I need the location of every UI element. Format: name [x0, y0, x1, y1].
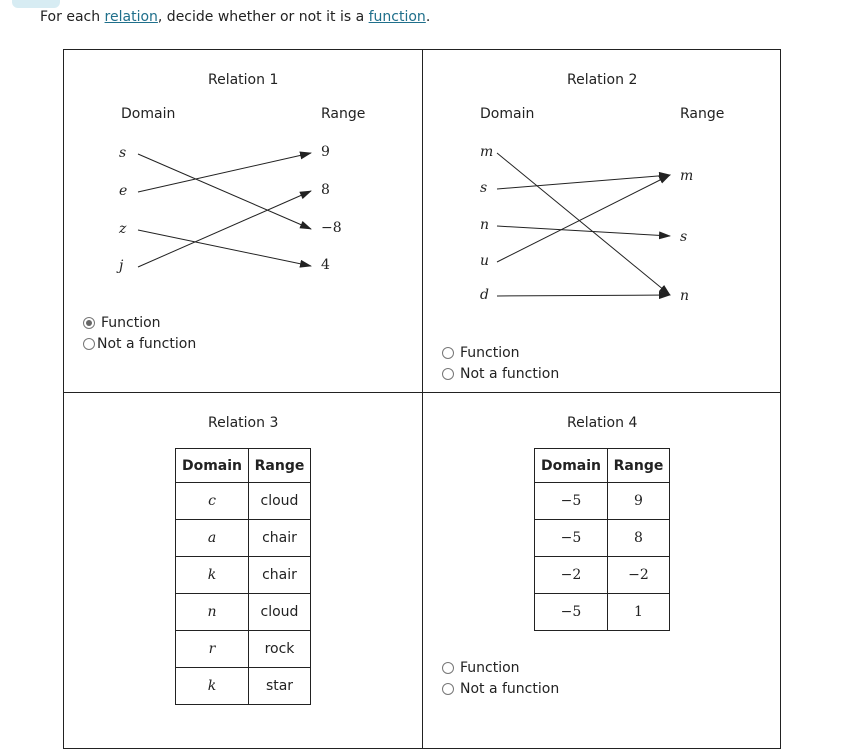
relation4-title: Relation 4	[567, 415, 638, 431]
domain-cell: k	[176, 557, 249, 594]
domain-cell: −5	[535, 483, 608, 520]
relation2-domain-label: Domain	[480, 106, 535, 122]
function-link[interactable]: function	[368, 9, 426, 25]
relation2-range-element: n	[680, 288, 690, 304]
relation1-title: Relation 1	[208, 72, 279, 88]
radio-label: Not a function	[460, 366, 560, 382]
domain-cell: a	[176, 520, 249, 557]
relation1-range-element: 9	[321, 144, 330, 160]
domain-cell: −5	[535, 594, 608, 631]
relation2-title: Relation 2	[567, 72, 638, 88]
relation2-domain-element: n	[480, 217, 490, 233]
relation3-title: Relation 3	[208, 415, 279, 431]
range-cell: rock	[249, 631, 311, 668]
radio-label: Not a function	[97, 336, 197, 352]
range-cell: chair	[249, 557, 311, 594]
relation2-domain-element: u	[480, 253, 490, 269]
relation1-domain-element: z	[119, 221, 127, 237]
radio-label: Function	[460, 660, 520, 676]
domain-cell: n	[176, 594, 249, 631]
relation1-domain-element: e	[119, 183, 128, 199]
relation2-arrow	[497, 226, 670, 236]
relation2-range-element: m	[680, 168, 694, 184]
prompt-text: For each	[40, 9, 105, 25]
table-header-range: Range	[608, 449, 670, 483]
relation2-arrow	[497, 175, 670, 189]
prompt-text: .	[425, 9, 431, 25]
relation1-domain-label: Domain	[121, 106, 176, 122]
relation1-domain-element: s	[119, 145, 127, 161]
range-cell: 8	[608, 520, 670, 557]
relation2-domain-element: d	[480, 287, 489, 303]
range-cell: cloud	[249, 483, 311, 520]
radio-label: Function	[460, 345, 520, 361]
relation2-range-element: s	[680, 229, 688, 245]
range-cell: 1	[608, 594, 670, 631]
relation2-arrow	[497, 175, 670, 262]
table-header-domain: Domain	[535, 449, 608, 483]
relation1-domain-element: j	[119, 258, 124, 274]
prompt-text: , decide whether or not it is a	[157, 9, 369, 25]
radio-label: Not a function	[460, 681, 560, 697]
range-cell: −2	[608, 557, 670, 594]
relation-link[interactable]: relation	[104, 9, 158, 25]
domain-cell: r	[176, 631, 249, 668]
relation2-domain-element: s	[480, 180, 488, 196]
relation2-arrow	[497, 153, 670, 295]
relation1-range-element: 8	[321, 182, 330, 198]
relation2-range-label: Range	[680, 106, 725, 122]
radio-label: Function	[101, 315, 161, 331]
domain-cell: −5	[535, 520, 608, 557]
domain-cell: −2	[535, 557, 608, 594]
domain-cell: c	[176, 483, 249, 520]
relation2-domain-element: m	[480, 144, 494, 160]
relation1-range-element: 4	[321, 257, 330, 273]
relation1-range-element: −8	[321, 220, 342, 236]
domain-cell: k	[176, 668, 249, 705]
table-header-range: Range	[249, 449, 311, 483]
range-cell: chair	[249, 520, 311, 557]
range-cell: cloud	[249, 594, 311, 631]
range-cell: 9	[608, 483, 670, 520]
range-cell: star	[249, 668, 311, 705]
relation2-arrow	[497, 295, 670, 296]
table-header-domain: Domain	[176, 449, 249, 483]
relation1-range-label: Range	[321, 106, 366, 122]
